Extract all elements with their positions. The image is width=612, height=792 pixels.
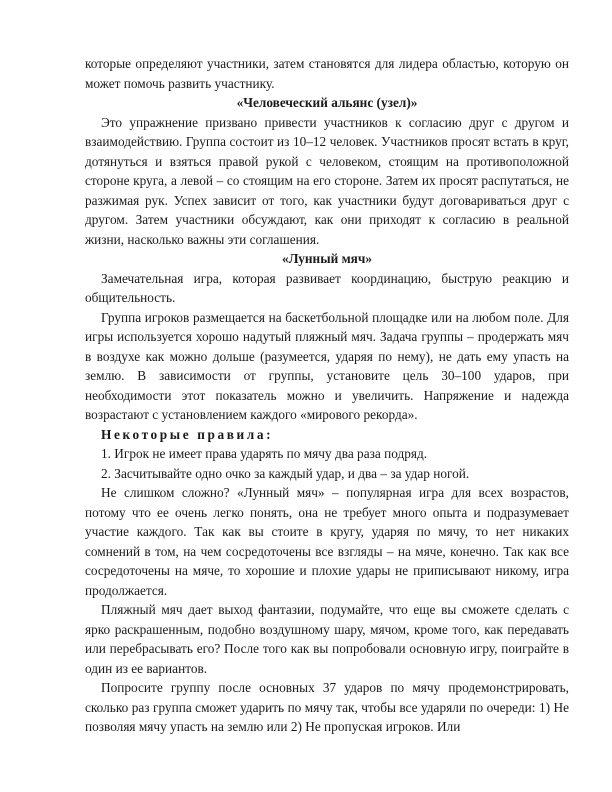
document-page (85, 54, 569, 737)
ask-group-paragraph: Попросите группу после основных 37 ударов по мячу продемонстрировать, сколько раз группа сможет ударить по мячу так, чтобы все ударяли по очереди: 1) Не позволяя мячу упасть на землю или 2) Не пропуская игроков. Или (85, 680, 569, 734)
moonball-heading: «Лунный мяч» (282, 251, 372, 266)
rule-1: 1. Игрок не имеет права ударять по мячу два раза подряд. (101, 446, 428, 461)
moonball-intro-paragraph: Замечательная игра, которая развивает координацию, быструю реакцию и общительность. (85, 270, 569, 305)
alliance-description-paragraph: Это упражнение призвано привести участников к согласию друг с другом и взаимодействию. Группа состоит из 10–12 человек. Участников просят встать в круг, дотянуться и взяться правой рукой с человеком, стоящим на противоположной стороне круга, а левой – со стоящим на его стороне. Затем их просят распутаться, не разжимая рук. Успех зависит от того, как участники будут договариваться друг с другом. Затем участники обсуждают, как они приходят к согласию в реальной жизни, насколько важны эти соглашения. (85, 114, 569, 247)
moonball-description-paragraph: Группа игроков размещается на баскетбольной площадке или на любом поле. Для игры используется хорошо надутый пляжный мяч. Задача группы – продержать мяч в воздухе как можно дольше (разумеется, ударяя по нему), не дать ему упасть на землю. В зависимости от группы, установите цель 30–100 ударов, при необходимости этот показатель можно и увеличить. Напряжение и надежда возрастают с установлением каждого «мирового рекорда». (85, 309, 569, 422)
intro-continuation-paragraph: которые определяют участники, затем становятся для лидера областью, которую он может помочь развить участнику. (85, 56, 569, 91)
human-alliance-heading: «Человеческий альянс (узел)» (236, 95, 418, 110)
not-too-hard-paragraph: Не слишком сложно? «Лунный мяч» – популярная игра для всех возрастов, потому что ее очень легко понять, она не требует много опыта и подразумевает участие каждого. Так как вы стоите в кругу, ударяя по мячу, то нет никаких сомнений в том, на чем сосредоточены все взгляды – на мяче, конечно. Так как все сосредоточены на мяче, то хорошие и плохие удары не приписывают никому, игра продолжается. (85, 485, 569, 598)
beach-ball-fantasy-paragraph: Пляжный мяч дает выход фантазии, подумайте, что еще вы сможете сделать с ярко раскрашенным, подобно воздушному шару, мячом, кроме того, как передавать или перебрасывать его? После того как вы попробовали основную игру, поиграйте в один из ее вариантов. (85, 602, 569, 676)
rule-2: 2. Засчитывайте одно очко за каждый удар, и два – за удар ногой. (101, 465, 470, 481)
rules-heading: Некоторые правила: (101, 426, 274, 442)
